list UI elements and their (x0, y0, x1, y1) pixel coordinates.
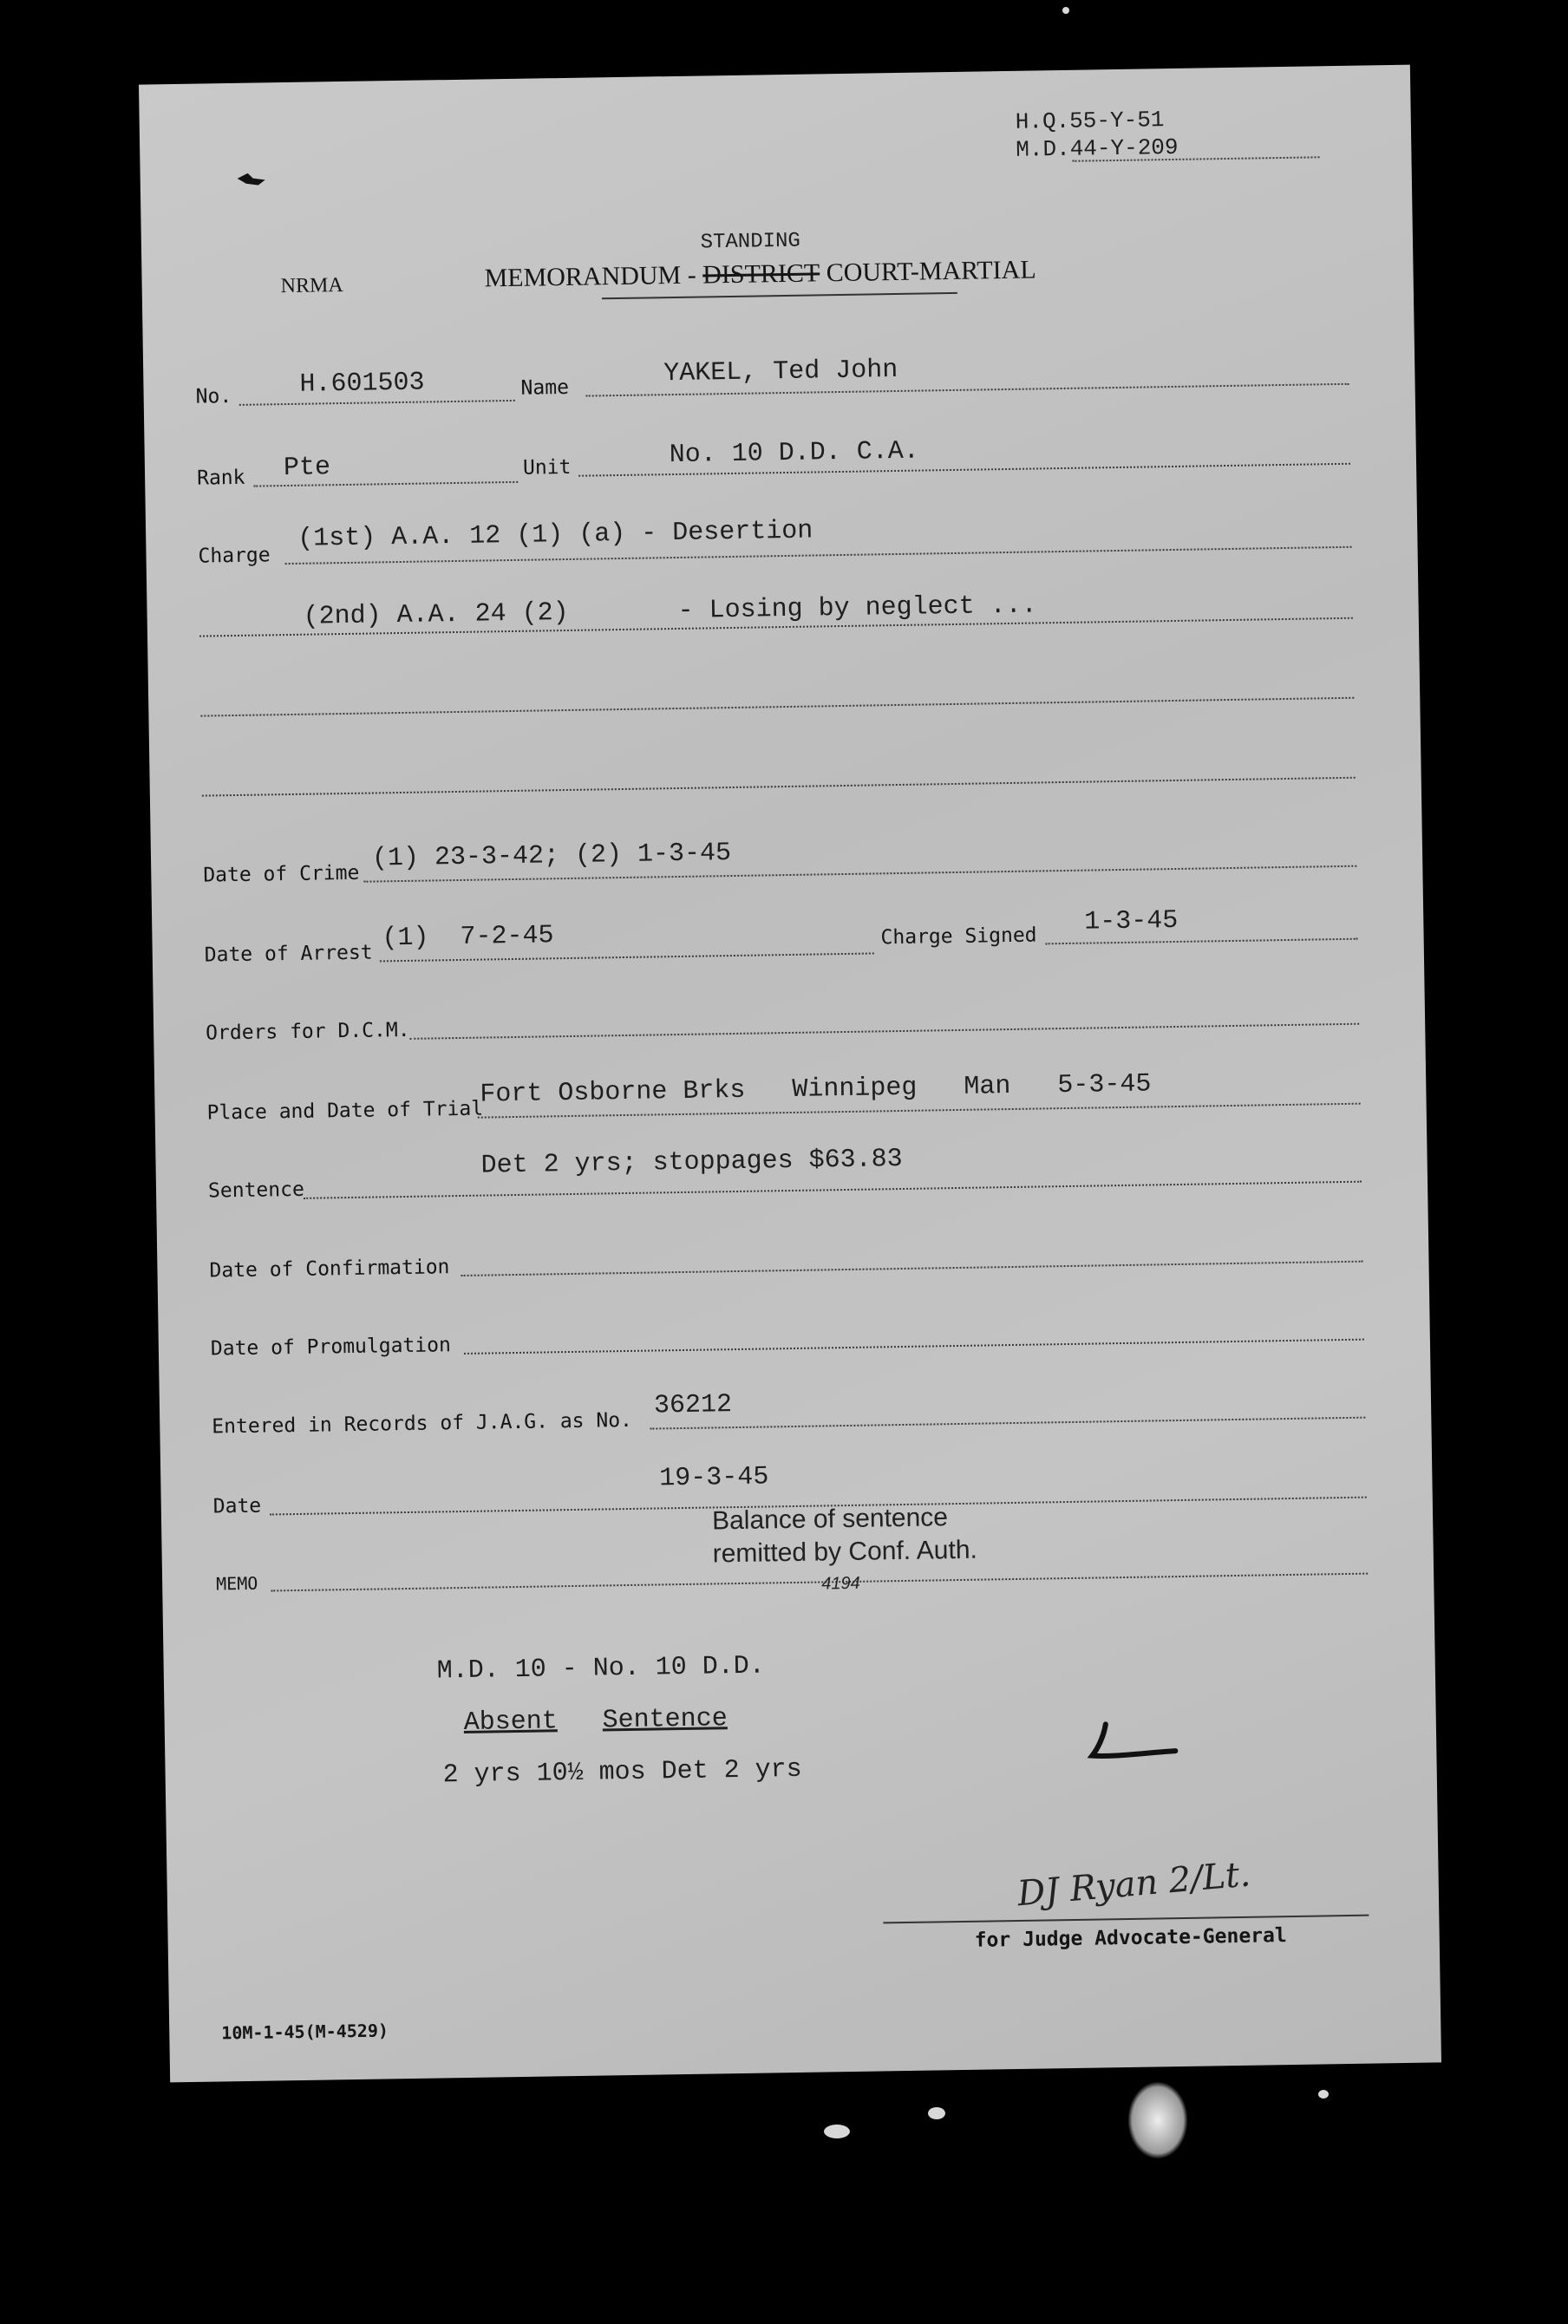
background-speck (1062, 7, 1069, 14)
signature-line (883, 1915, 1369, 1924)
date-label: Date (212, 1494, 262, 1518)
memo-title (484, 229, 1036, 293)
ink-mark-icon (236, 169, 271, 191)
footer-col-sentence: Sentence (602, 1704, 728, 1736)
orders-dcm-line (409, 1023, 1359, 1040)
memo-label: MEMO (215, 1572, 258, 1595)
jag-records-line (650, 1417, 1365, 1430)
sentence-line (304, 1181, 1362, 1199)
form-number: 10M-1-45(M-4529) (221, 2020, 389, 2044)
date-value: 19-3-45 (659, 1462, 769, 1494)
background-speck (824, 2125, 850, 2138)
confirmation-line (461, 1261, 1363, 1276)
date-of-arrest-label: Date of Arrest (204, 941, 373, 967)
name-label: Name (520, 375, 570, 400)
signature-handwritten: DJ Ryan 2/Lt. (1016, 1854, 1252, 1915)
category-label: NRMA (280, 273, 343, 298)
no-value: H.601503 (299, 368, 425, 400)
charge-signed-value: 1-3-45 (1084, 905, 1179, 937)
charge-line-1-text: (1st) A.A. 12 (1) (a) - Desertion (297, 516, 813, 554)
trial-value: Fort Osborne Brks Winnipeg Man 5-3-45 (480, 1069, 1152, 1110)
check-mark-icon (1080, 1716, 1185, 1770)
signature-caption: for Judge Advocate-General (974, 1924, 1287, 1952)
charge-label: Charge (198, 544, 271, 568)
date-of-crime-value: (1) 23-3-42; (2) 1-3-45 (371, 839, 732, 874)
orders-dcm-label: Orders for D.C.M. (205, 1018, 410, 1045)
promulgation-line (464, 1339, 1364, 1355)
court-martial-memo-card (139, 65, 1441, 2083)
date-of-crime-label: Date of Crime (203, 861, 360, 887)
rank-value: Pte (283, 453, 331, 484)
name-value: YAKEL, Ted John (663, 355, 898, 389)
trial-label: Place and Date of Trial (206, 1097, 484, 1125)
background-speck (1127, 2081, 1188, 2159)
promulgation-label: Date of Promulgation (210, 1334, 452, 1361)
background-speck (928, 2107, 945, 2119)
unit-label: Unit (522, 455, 572, 480)
hq-ref: H.Q.55-Y-51 (1015, 107, 1165, 135)
no-label: No. (195, 385, 232, 408)
memo-stamp-line-1: Balance of sentence (711, 1503, 949, 1536)
jag-records-label: Entered in Records of J.A.G. as No. (212, 1408, 633, 1439)
jag-records-value: 36212 (653, 1390, 733, 1421)
date-of-arrest-line (380, 952, 874, 962)
title-struck-wrap (700, 229, 820, 290)
charge-line-3 (200, 697, 1354, 717)
memo-line (271, 1573, 1368, 1592)
no-line (239, 400, 515, 406)
unit-value: No. 10 D.D. C.A. (669, 436, 920, 471)
charge-line-2-text: (2nd) A.A. 24 (2) - Losing by neglect ... (303, 591, 1037, 632)
background-speck (1318, 2090, 1329, 2099)
title-suffix: COURT-MARTIAL (826, 255, 1036, 288)
memo-initials: 4194 (821, 1573, 860, 1594)
title-prefix: MEMORANDUM - (484, 260, 696, 293)
sentence-value: Det 2 yrs; stoppages $63.83 (480, 1144, 903, 1181)
title-insert: STANDING (700, 229, 801, 255)
confirmation-label: Date of Confirmation (209, 1256, 450, 1283)
charge-line-4 (202, 777, 1356, 797)
sentence-label: Sentence (207, 1178, 305, 1203)
charge-signed-line (1046, 938, 1358, 945)
title-struck: DISTRICT (702, 258, 820, 290)
date-of-arrest-value: (1) 7-2-45 (382, 921, 554, 954)
charge-signed-label: Charge Signed (880, 924, 1037, 950)
rank-label: Rank (196, 466, 245, 490)
footer-col-absent: Absent (463, 1707, 559, 1739)
footer-note-line-1: M.D. 10 - No. 10 D.D. (436, 1651, 766, 1687)
memo-stamp-line-2: remitted by Conf. Auth. (712, 1535, 978, 1569)
footer-note-line-3: 2 yrs 10½ mos Det 2 yrs (442, 1754, 802, 1791)
md-ref: M.D.44-Y-209 (1016, 134, 1179, 163)
title-underline (602, 292, 957, 299)
